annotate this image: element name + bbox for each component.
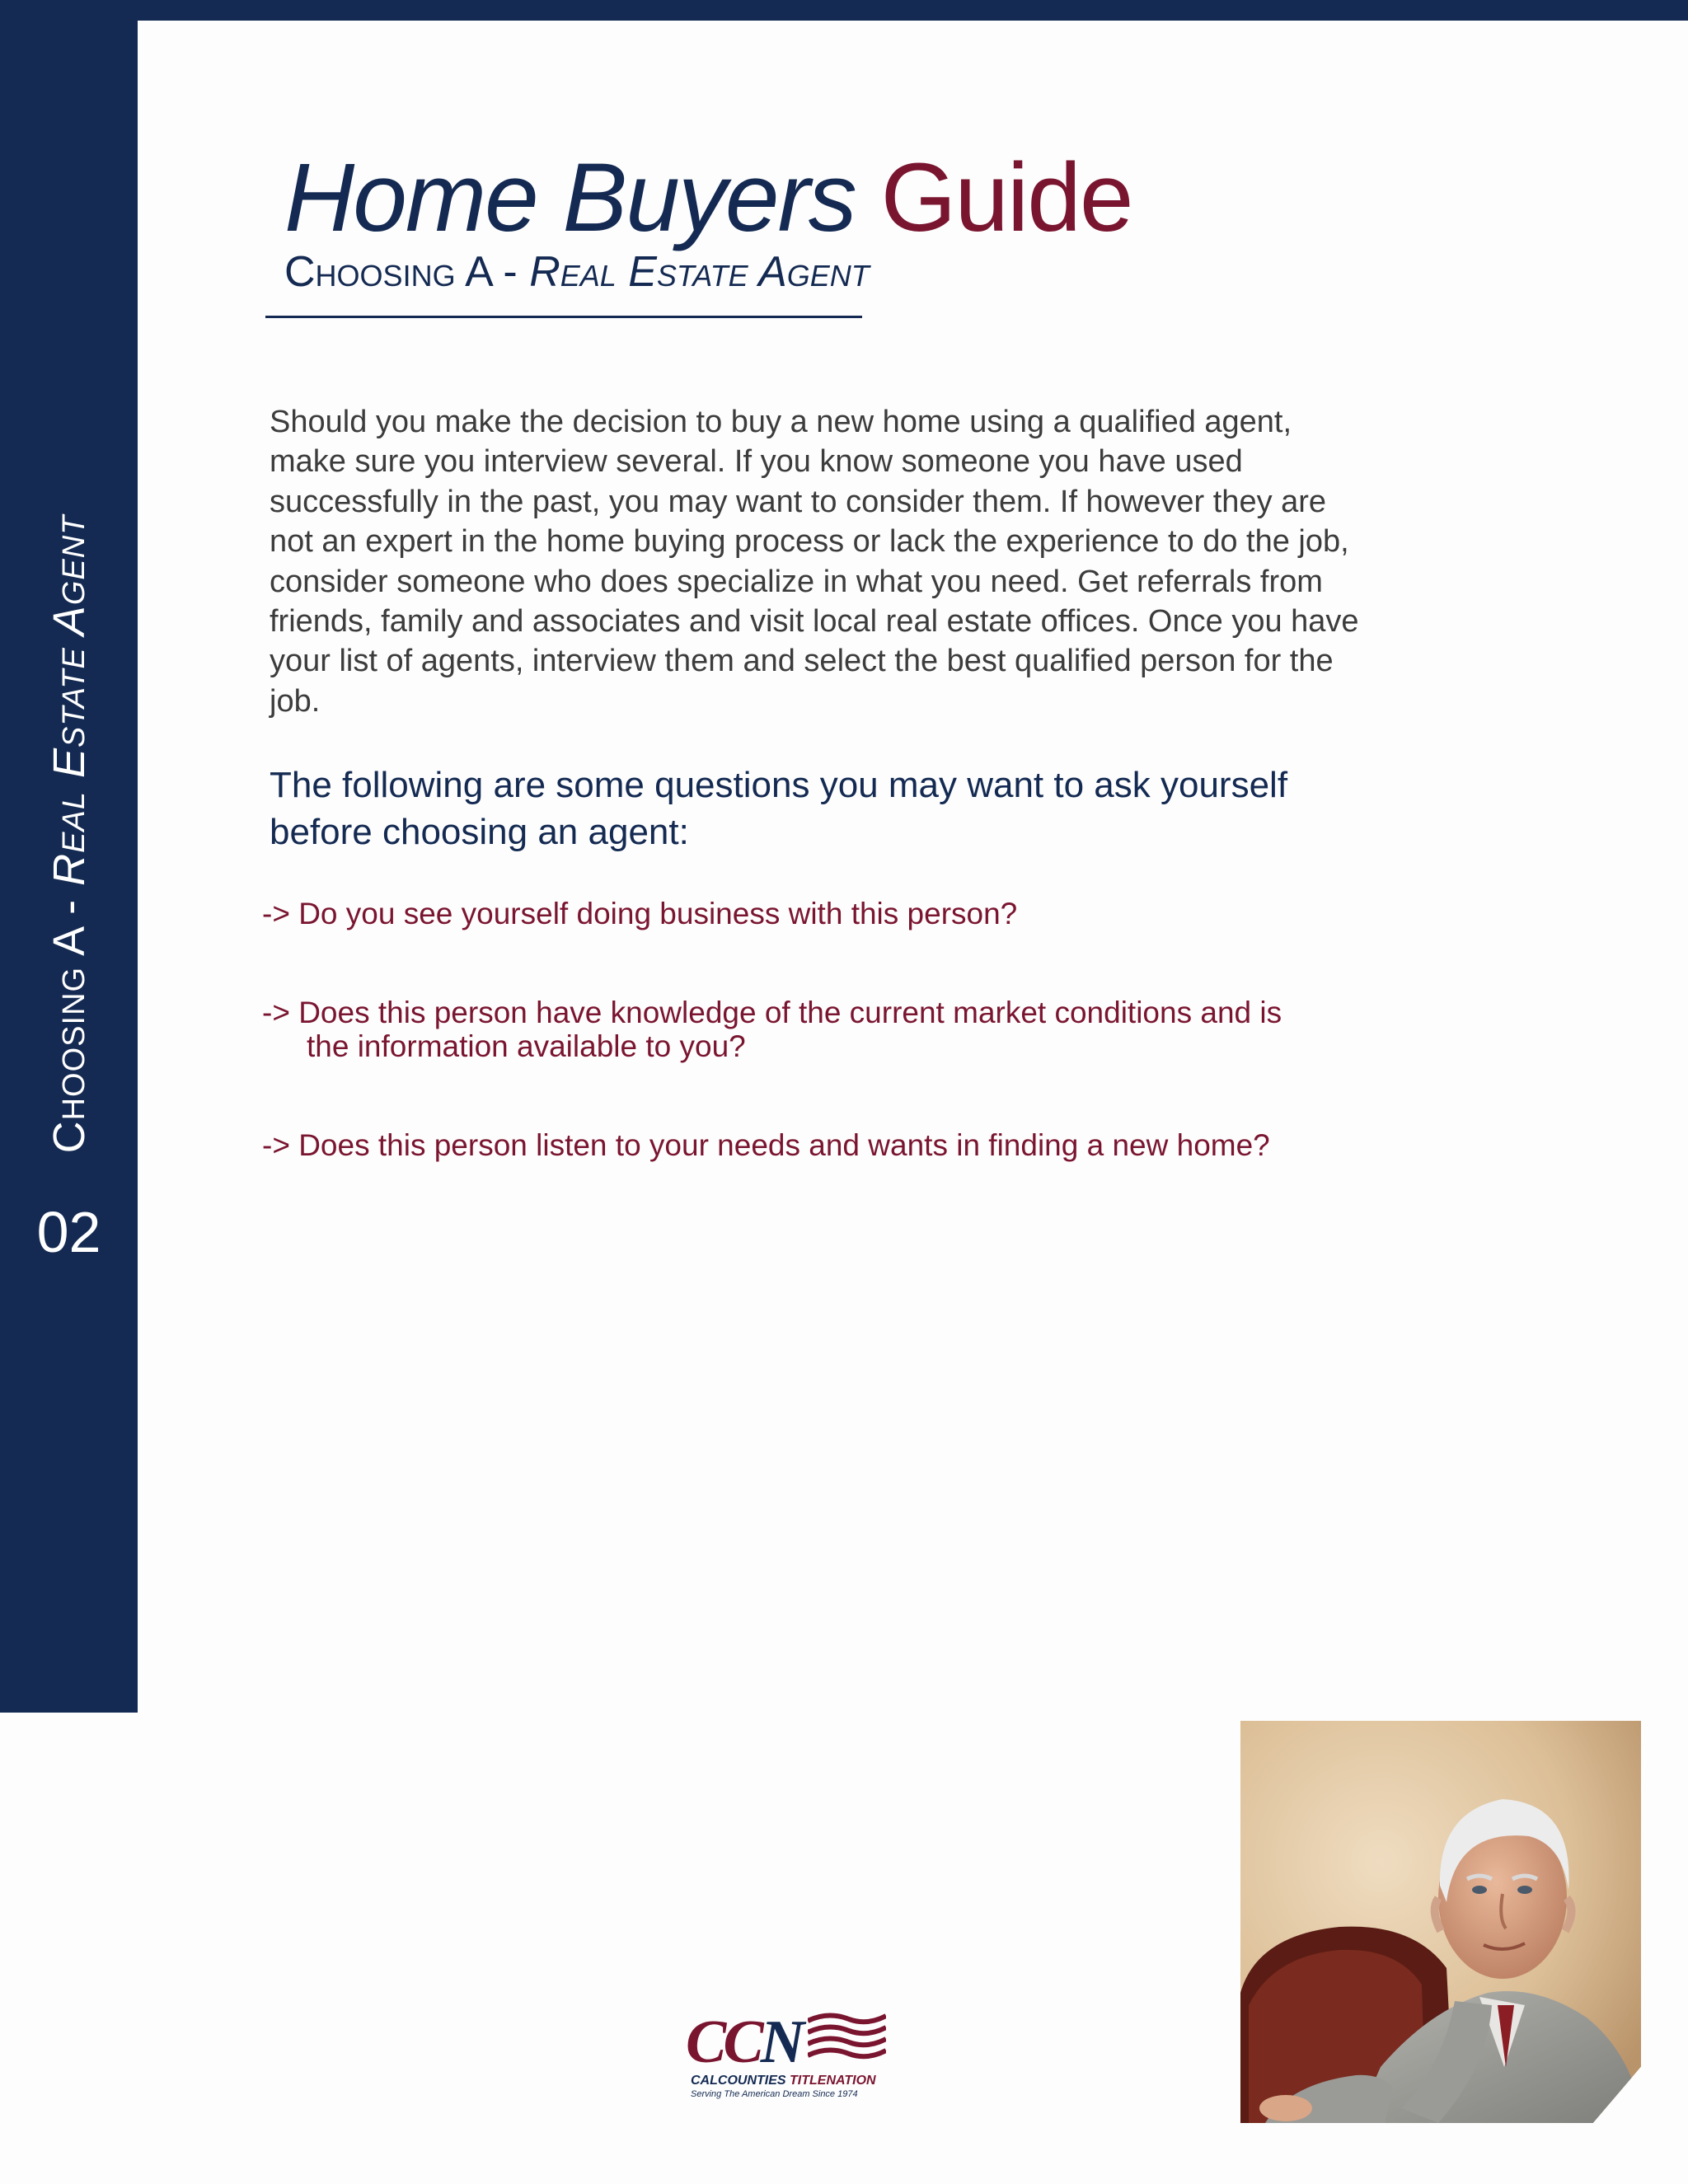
question-item bbox=[262, 897, 1367, 930]
subtitle-part1: Choosing A - bbox=[284, 248, 518, 296]
question-text: -> Does this person listen to your needs and wants in finding a new home? bbox=[262, 1128, 1270, 1162]
agent-photo bbox=[1240, 1721, 1641, 2123]
question-item bbox=[262, 996, 1367, 1063]
sidebar bbox=[0, 0, 138, 1713]
question-text: -> Does this person have knowledge of the current market conditions and is bbox=[262, 996, 1282, 1029]
page-title bbox=[284, 140, 1132, 255]
page-subtitle bbox=[284, 247, 870, 297]
sidebar-label-part2: Real Estate Agent bbox=[45, 514, 94, 886]
page-number: 02 bbox=[36, 1200, 101, 1264]
logo-tagline: Serving The American Dream Since 1974 bbox=[691, 2089, 858, 2099]
logo-company-name: CALCOUNTIES TITLENATION bbox=[691, 2074, 876, 2088]
title-part2: Guide bbox=[880, 143, 1132, 252]
question-item bbox=[262, 1128, 1367, 1162]
title-part1: Home Buyers bbox=[284, 143, 856, 252]
flag-stripes-icon bbox=[808, 2011, 886, 2069]
sidebar-section-label bbox=[44, 515, 95, 1154]
sidebar-label-part1: Choosing A - bbox=[45, 898, 94, 1154]
questions-heading: The following are some questions you may want to ask yourself before choosing an agent: bbox=[270, 765, 1288, 852]
company-logo bbox=[684, 2009, 890, 2100]
top-bar bbox=[0, 0, 1688, 21]
question-text: -> Do you see yourself doing business with this person? bbox=[262, 897, 1018, 930]
intro-paragraph: Should you make the decision to buy a new home using a qualified agent, make sure you interview several. If you know someone you have used successfully in the past, you may want to consider them. If however they are not an expert in the home buying process or lack the experience to do the job, consider someone who does specialize in what you need. Get referrals from friends, family and associates and visit local real estate offices. Once you have your list of agents, interview them and select the best qualified person for the job. bbox=[270, 405, 1359, 719]
question-text-continued: the information available to you? bbox=[307, 1029, 746, 1063]
logo-monogram: CCN bbox=[686, 2008, 802, 2076]
subtitle-part2: Real Estate Agent bbox=[529, 248, 870, 296]
title-divider bbox=[265, 316, 862, 318]
